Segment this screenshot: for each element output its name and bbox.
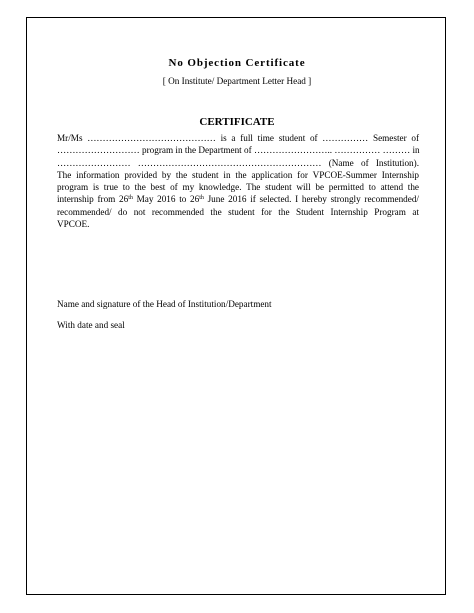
seal-label: With date and seal xyxy=(57,320,125,330)
certificate-heading: CERTIFICATE xyxy=(199,116,275,128)
ordinal-suffix: th xyxy=(128,195,133,202)
body-text-fragment: June 2016 if selected. I hereby strongly recommended/ xyxy=(203,194,419,205)
body-line: Mr/Ms …………………………………… is a full time student of …………… Semester of xyxy=(57,133,419,143)
body-line: The information provided by the student in the application for VPCOE-Summer Internship xyxy=(57,169,419,180)
body-line-dates xyxy=(57,193,419,205)
body-line: VPCOE. xyxy=(57,219,90,230)
body-line: …………………… …………………………………………………… (Name of Institution). xyxy=(57,157,419,168)
signature-label: Name and signature of the Head of Institution/Department xyxy=(57,299,272,309)
document-title: No Objection Certificate xyxy=(168,57,306,69)
body-line: recommended/ do not recommended the student for the Student Internship Program at xyxy=(57,206,419,217)
letterhead-note: [ On Institute/ Department Letter Head ] xyxy=(162,76,312,86)
body-line: program is true to the best of my knowledge. The student will be permitted to attend the xyxy=(57,182,419,193)
certificate-body xyxy=(57,132,419,230)
body-text-fragment: May 2016 to 26 xyxy=(132,194,200,205)
body-text-fragment: internship from 26 xyxy=(57,194,129,205)
ordinal-suffix: th xyxy=(199,195,204,202)
body-line: ……………………… program in the Department of …………………….. …………… ……… in xyxy=(57,145,420,156)
